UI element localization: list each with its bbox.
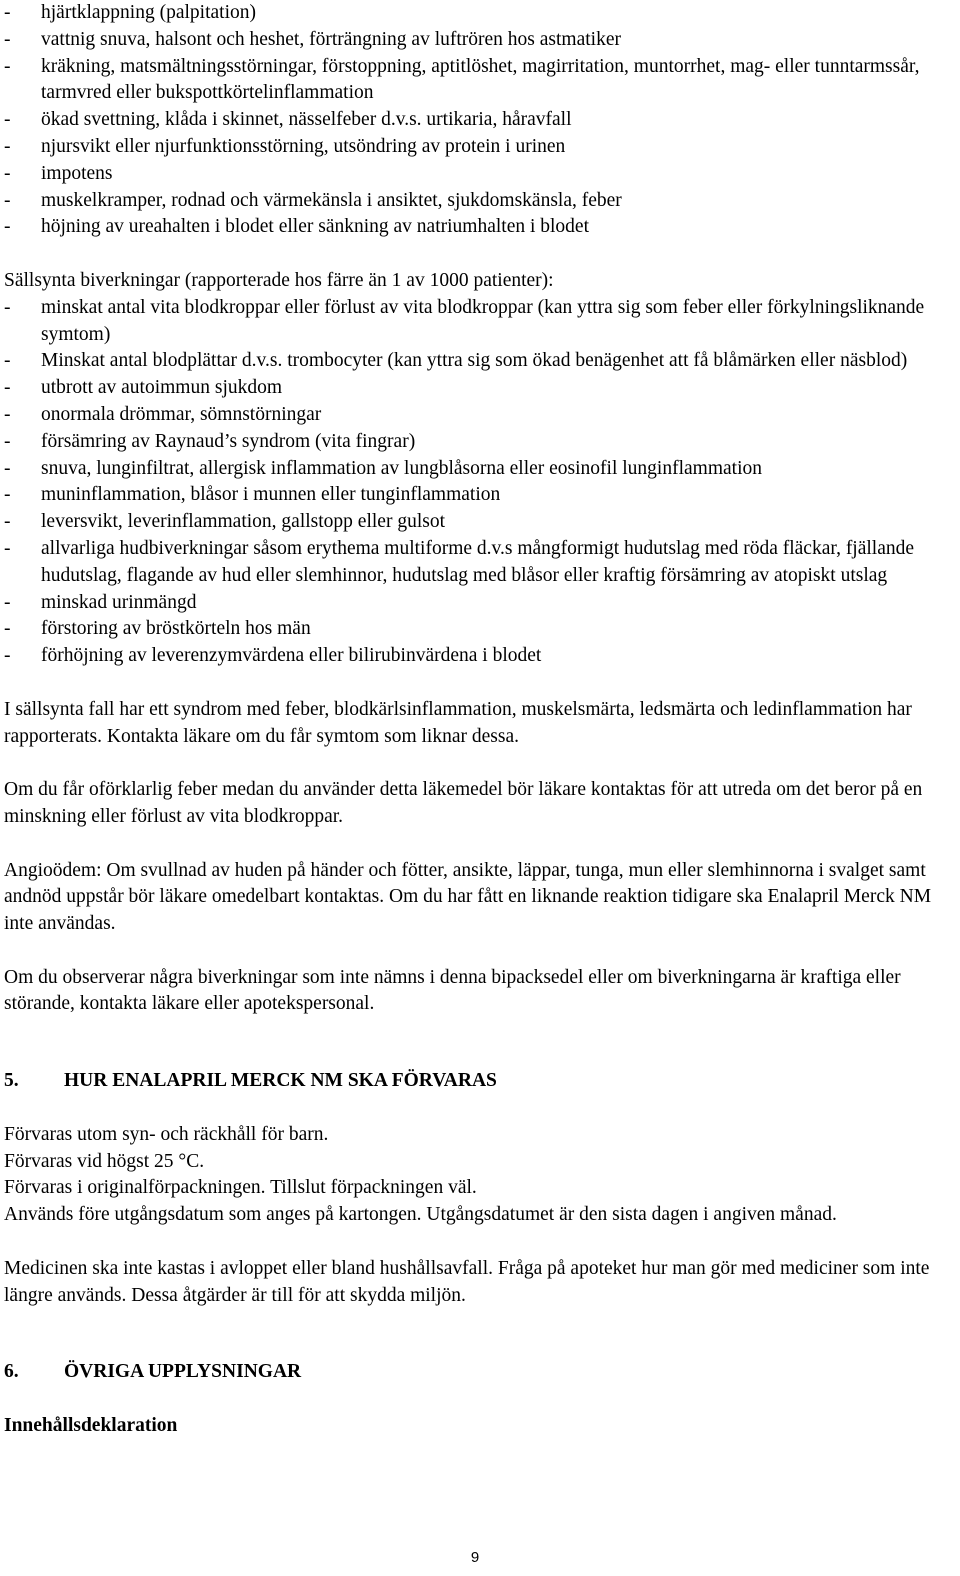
list-item: - kräkning, matsmältningsstörningar, förstoppning, aptitlöshet, magirritation, muntorrhet, mag- eller tunntarmssår, tarmvred eller bukspottkörtelinflammation bbox=[4, 55, 920, 104]
paragraph-report-side-effects: Om du observerar några biverkningar som inte nämns i denna bipacksedel eller om biverkningarna är kraftiga eller störande, kontakta läkare eller apotekspersonal. bbox=[4, 966, 901, 1015]
list-item: - muskelkramper, rodnad och värmekänsla i ansiktet, sjukdomskänsla, feber bbox=[4, 189, 622, 211]
paragraph-fever: Om du får oförklarlig feber medan du använder detta läkemedel bör läkare kontaktas för att utreda om det beror på en minskning eller förlust av vita blodkroppar. bbox=[4, 779, 923, 827]
rare-side-effects-heading: Sällsynta biverkningar (rapporterade hos färre än 1 av 1000 patienter): bbox=[4, 269, 554, 291]
section-title: HUR ENALAPRIL MERCK NM SKA FÖRVARAS bbox=[64, 1070, 497, 1092]
list-item: - leversvikt, leverinflammation, gallstopp eller gulsot bbox=[4, 511, 445, 533]
list-item: - allvarliga hudbiverkningar såsom erythema multiforme d.v.s mångformigt hudutslag med röda fläckar, fjällande hudutslag, flagande av hud eller slemhinnor, hudutslag med blåsor eller kraftig försämring av atopiskt utslag bbox=[4, 537, 915, 586]
list-item: - försämring av Raynaud’s syndrom (vita fingrar) bbox=[4, 430, 416, 452]
section-number: 5. bbox=[4, 1070, 19, 1092]
section-title: ÖVRIGA UPPLYSNINGAR bbox=[64, 1361, 302, 1383]
list-item: - minskad urinmängd bbox=[4, 591, 197, 613]
list-item: - Minskat antal blodplättar d.v.s. trombocyter (kan yttra sig som ökad benägenhet att få blåmärken eller näsblod) bbox=[4, 350, 908, 372]
rare-side-effects-list bbox=[4, 295, 954, 670]
list-item: - förhöjning av leverenzymvärdena eller bilirubinvärdena i blodet bbox=[4, 645, 542, 667]
storage-line: Förvaras vid högst 25 °C. bbox=[4, 1150, 205, 1172]
paragraph-syndrome: I sällsynta fall har ett syndrom med feber, blodkärlsinflammation, muskelsmärta, ledsmärta och ledinflammation har rapporterats. Kontakta läkare om du får symtom som liknar dessa. bbox=[4, 698, 912, 747]
list-item: - njursvikt eller njurfunktionsstörning, utsöndring av protein i urinen bbox=[4, 135, 566, 157]
list-item: - minskat antal vita blodkroppar eller förlust av vita blodkroppar (kan yttra sig som feber eller förkylningsliknande symtom) bbox=[4, 296, 925, 345]
section-6-heading bbox=[4, 1359, 954, 1386]
section-number: 6. bbox=[4, 1361, 19, 1383]
list-item: - ökad svettning, klåda i skinnet, nässelfeber d.v.s. urtikaria, håravfall bbox=[4, 109, 572, 131]
section-5-heading bbox=[4, 1068, 954, 1095]
list-item: - onormala drömmar, sömnstörningar bbox=[4, 403, 322, 425]
list-item: - snuva, lunginfiltrat, allergisk inflammation av lungblåsorna eller eosinofil lunginflammation bbox=[4, 457, 762, 479]
paragraph-angioedema: Angioödem: Om svullnad av huden på händer och fötter, ansikte, läppar, tunga, mun eller slemhinnorna i svalget samt andnöd uppstår bör läkare omedelbart kontaktas. Om du har fått en liknande reaktion tidigare ska Enalapril Merck NM inte användas. bbox=[4, 859, 932, 935]
storage-line: Förvaras utom syn- och räckhåll för barn. bbox=[4, 1123, 329, 1145]
side-effects-list bbox=[4, 0, 954, 241]
list-item: - höjning av ureahalten i blodet eller sänkning av natriumhalten i blodet bbox=[4, 216, 590, 238]
contents-subheading: Innehållsdeklaration bbox=[4, 1415, 178, 1437]
storage-line: Förvaras i originalförpackningen. Tillslut förpackningen väl. bbox=[4, 1177, 477, 1199]
storage-line: Används före utgångsdatum som anges på kartongen. Utgångsdatumet är den sista dagen i angiven månad. bbox=[4, 1204, 837, 1226]
list-item: - hjärtklappning (palpitation) bbox=[4, 2, 256, 23]
page-number: 9 bbox=[470, 1549, 480, 1566]
list-item: - utbrott av autoimmun sjukdom bbox=[4, 377, 283, 399]
disposal-paragraph: Medicinen ska inte kastas i avloppet eller bland hushållsavfall. Fråga på apoteket hur man gör med mediciner som inte längre används. Dessa åtgärder är till för att skydda miljön. bbox=[4, 1257, 930, 1306]
list-item: - muninflammation, blåsor i munnen eller tunginflammation bbox=[4, 484, 501, 506]
document-page bbox=[4, 0, 954, 1440]
list-item: - impotens bbox=[4, 162, 113, 184]
list-item: - vattnig snuva, halsont och heshet, förträngning av luftrören hos astmatiker bbox=[4, 28, 621, 50]
list-item: - förstoring av bröstkörteln hos män bbox=[4, 618, 311, 640]
